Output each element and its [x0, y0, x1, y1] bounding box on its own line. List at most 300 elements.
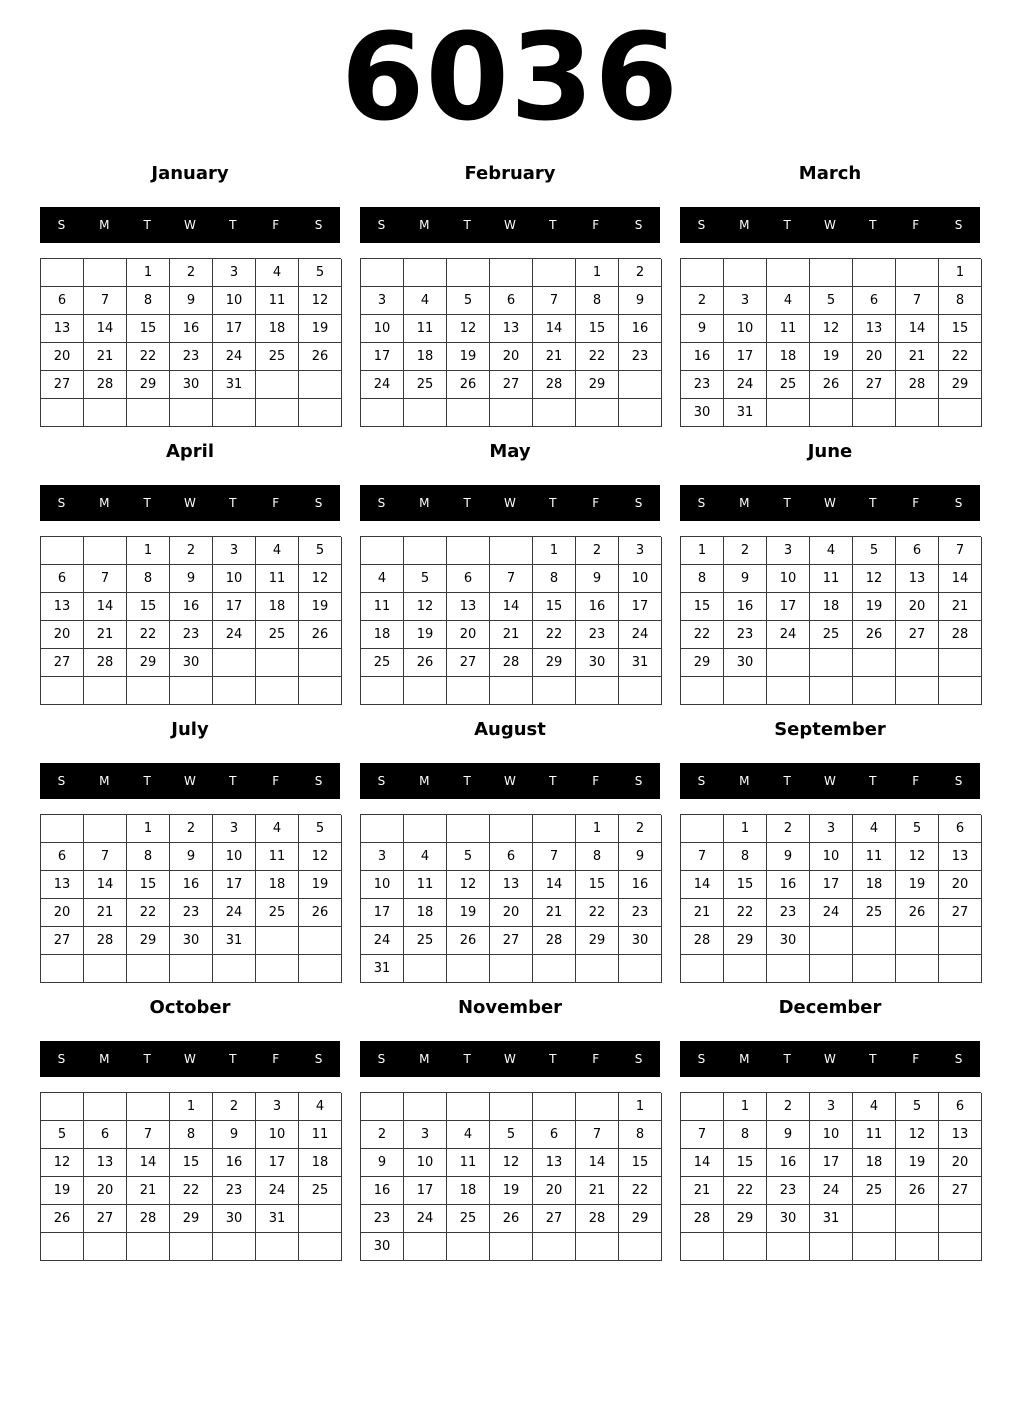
day-cell: 21: [84, 343, 127, 371]
weekday-header: [360, 763, 660, 799]
day-cell: 21: [490, 621, 533, 649]
empty-day-cell: [41, 1233, 84, 1261]
day-cell: 31: [619, 649, 662, 677]
day-cell: 28: [533, 927, 576, 955]
day-cell: 16: [619, 315, 662, 343]
weekday-label: S: [314, 1052, 323, 1066]
day-cell: 7: [939, 537, 982, 565]
weekday-label: W: [824, 774, 836, 788]
empty-day-cell: [447, 537, 490, 565]
empty-day-cell: [853, 649, 896, 677]
day-cell: 12: [404, 593, 447, 621]
empty-day-cell: [767, 259, 810, 287]
weekday-label: F: [592, 496, 600, 510]
month-name: February: [464, 163, 556, 184]
day-cell: 18: [256, 871, 299, 899]
day-cell: 30: [767, 927, 810, 955]
weekday-label: W: [184, 496, 196, 510]
day-cell: 6: [41, 565, 84, 593]
day-cell: 20: [939, 1149, 982, 1177]
empty-day-cell: [404, 955, 447, 983]
day-cell: 14: [84, 593, 127, 621]
day-cell: 22: [533, 621, 576, 649]
day-cell: 15: [681, 593, 724, 621]
weekday-label: T: [143, 1052, 151, 1066]
weekday-label: S: [697, 496, 706, 510]
day-cell: 3: [256, 1093, 299, 1121]
day-cell: 30: [170, 371, 213, 399]
day-cell: 29: [724, 1205, 767, 1233]
day-cell: 12: [41, 1149, 84, 1177]
day-cell: 29: [127, 927, 170, 955]
day-cell: 7: [127, 1121, 170, 1149]
weekday-label: M: [739, 496, 750, 510]
empty-day-cell: [213, 677, 256, 705]
day-cell: 1: [681, 537, 724, 565]
day-cell: 23: [724, 621, 767, 649]
day-cell: 4: [767, 287, 810, 315]
weekday-label: W: [504, 1052, 516, 1066]
empty-day-cell: [404, 259, 447, 287]
empty-day-cell: [681, 815, 724, 843]
day-cell: 3: [724, 287, 767, 315]
day-cell: 13: [41, 593, 84, 621]
empty-day-cell: [490, 955, 533, 983]
empty-day-cell: [299, 927, 342, 955]
empty-day-cell: [490, 537, 533, 565]
empty-day-cell: [299, 399, 342, 427]
empty-day-cell: [896, 259, 939, 287]
day-cell: 21: [127, 1177, 170, 1205]
day-cell: 16: [767, 871, 810, 899]
day-cell: 19: [41, 1177, 84, 1205]
empty-day-cell: [299, 1233, 342, 1261]
month-february: [360, 158, 660, 436]
empty-day-cell: [681, 677, 724, 705]
day-cell: 17: [810, 1149, 853, 1177]
empty-day-cell: [256, 649, 299, 677]
weekday-label: S: [634, 496, 643, 510]
day-cell: 30: [170, 927, 213, 955]
empty-day-cell: [810, 677, 853, 705]
day-cell: 15: [724, 1149, 767, 1177]
empty-day-cell: [619, 371, 662, 399]
day-cell: 11: [810, 565, 853, 593]
empty-day-cell: [84, 815, 127, 843]
day-cell: 20: [447, 621, 490, 649]
day-cell: 5: [41, 1121, 84, 1149]
day-cell: 17: [361, 343, 404, 371]
weekday-label: T: [869, 774, 877, 788]
day-cell: 3: [619, 537, 662, 565]
day-cell: 26: [41, 1205, 84, 1233]
day-cell: 8: [576, 287, 619, 315]
day-cell: 25: [256, 899, 299, 927]
weekday-label: S: [634, 218, 643, 232]
empty-day-cell: [41, 815, 84, 843]
empty-day-cell: [810, 1233, 853, 1261]
month-name: June: [807, 441, 853, 462]
day-cell: 24: [361, 927, 404, 955]
day-cell: 18: [256, 593, 299, 621]
day-cell: 9: [767, 1121, 810, 1149]
empty-day-cell: [576, 677, 619, 705]
weekday-label: S: [377, 774, 386, 788]
day-cell: 23: [619, 899, 662, 927]
day-cell: 24: [619, 621, 662, 649]
day-cell: 16: [361, 1177, 404, 1205]
day-cell: 6: [939, 1093, 982, 1121]
weekday-header: [360, 485, 660, 521]
day-cell: 11: [853, 1121, 896, 1149]
day-cell: 29: [576, 371, 619, 399]
month-name: July: [171, 719, 209, 740]
day-cell: 10: [810, 843, 853, 871]
day-cell: 12: [896, 843, 939, 871]
day-cell: 18: [853, 1149, 896, 1177]
weekday-label: F: [592, 774, 600, 788]
day-cell: 15: [619, 1149, 662, 1177]
empty-day-cell: [256, 371, 299, 399]
empty-day-cell: [533, 955, 576, 983]
empty-day-cell: [681, 259, 724, 287]
weekday-label: M: [419, 218, 430, 232]
day-cell: 11: [767, 315, 810, 343]
day-cell: 30: [724, 649, 767, 677]
day-cell: 20: [490, 899, 533, 927]
empty-day-cell: [533, 1233, 576, 1261]
day-cell: 12: [299, 565, 342, 593]
weekday-label: M: [739, 1052, 750, 1066]
day-cell: 17: [361, 899, 404, 927]
day-grid: [680, 814, 981, 983]
day-cell: 4: [810, 537, 853, 565]
day-cell: 15: [533, 593, 576, 621]
day-cell: 6: [41, 287, 84, 315]
weekday-label: S: [954, 774, 963, 788]
day-cell: 16: [681, 343, 724, 371]
day-cell: 27: [490, 927, 533, 955]
day-cell: 26: [299, 899, 342, 927]
day-cell: 20: [490, 343, 533, 371]
day-cell: 20: [853, 343, 896, 371]
day-cell: 24: [361, 371, 404, 399]
day-cell: 1: [127, 259, 170, 287]
weekday-label: M: [99, 218, 110, 232]
day-cell: 29: [533, 649, 576, 677]
weekday-label: S: [57, 1052, 66, 1066]
day-cell: 3: [810, 815, 853, 843]
day-cell: 22: [576, 899, 619, 927]
day-cell: 2: [361, 1121, 404, 1149]
day-cell: 2: [170, 259, 213, 287]
day-cell: 7: [681, 1121, 724, 1149]
day-cell: 16: [170, 871, 213, 899]
day-cell: 1: [170, 1093, 213, 1121]
day-cell: 7: [84, 287, 127, 315]
day-cell: 2: [724, 537, 767, 565]
empty-day-cell: [299, 677, 342, 705]
day-cell: 23: [619, 343, 662, 371]
day-cell: 8: [127, 287, 170, 315]
empty-day-cell: [404, 1093, 447, 1121]
empty-day-cell: [576, 1233, 619, 1261]
day-cell: 6: [533, 1121, 576, 1149]
empty-day-cell: [724, 259, 767, 287]
day-cell: 12: [896, 1121, 939, 1149]
empty-day-cell: [213, 649, 256, 677]
day-cell: 26: [299, 621, 342, 649]
day-cell: 25: [767, 371, 810, 399]
empty-day-cell: [853, 399, 896, 427]
day-cell: 3: [213, 815, 256, 843]
day-cell: 31: [724, 399, 767, 427]
empty-day-cell: [619, 399, 662, 427]
day-cell: 22: [681, 621, 724, 649]
empty-day-cell: [767, 677, 810, 705]
weekday-label: F: [912, 774, 920, 788]
weekday-label: M: [739, 218, 750, 232]
day-cell: 13: [533, 1149, 576, 1177]
day-cell: 16: [213, 1149, 256, 1177]
weekday-label: W: [824, 218, 836, 232]
day-cell: 19: [853, 593, 896, 621]
day-cell: 14: [84, 315, 127, 343]
empty-day-cell: [853, 1205, 896, 1233]
day-cell: 15: [724, 871, 767, 899]
empty-day-cell: [361, 677, 404, 705]
day-cell: 18: [810, 593, 853, 621]
day-cell: 8: [170, 1121, 213, 1149]
day-cell: 23: [767, 1177, 810, 1205]
day-cell: 24: [213, 621, 256, 649]
calendar-grid: [40, 158, 980, 1270]
day-cell: 29: [939, 371, 982, 399]
weekday-label: M: [419, 1052, 430, 1066]
day-cell: 17: [213, 871, 256, 899]
empty-day-cell: [533, 399, 576, 427]
day-cell: 27: [490, 371, 533, 399]
empty-day-cell: [939, 955, 982, 983]
day-grid: [360, 258, 661, 427]
empty-day-cell: [41, 259, 84, 287]
day-cell: 27: [853, 371, 896, 399]
day-cell: 27: [896, 621, 939, 649]
day-cell: 22: [127, 899, 170, 927]
weekday-label: F: [272, 1052, 280, 1066]
day-cell: 12: [810, 315, 853, 343]
weekday-label: T: [143, 496, 151, 510]
month-january: [40, 158, 340, 436]
empty-day-cell: [41, 677, 84, 705]
day-cell: 30: [213, 1205, 256, 1233]
day-cell: 20: [41, 343, 84, 371]
weekday-label: T: [869, 1052, 877, 1066]
day-cell: 5: [853, 537, 896, 565]
day-cell: 3: [810, 1093, 853, 1121]
day-cell: 18: [404, 343, 447, 371]
day-cell: 22: [127, 343, 170, 371]
weekday-label: T: [549, 774, 557, 788]
empty-day-cell: [853, 927, 896, 955]
empty-day-cell: [724, 1233, 767, 1261]
day-cell: 10: [213, 843, 256, 871]
empty-day-cell: [404, 399, 447, 427]
day-cell: 24: [767, 621, 810, 649]
empty-day-cell: [490, 677, 533, 705]
day-cell: 7: [533, 287, 576, 315]
day-cell: 1: [127, 815, 170, 843]
empty-day-cell: [170, 955, 213, 983]
empty-day-cell: [896, 399, 939, 427]
day-cell: 16: [724, 593, 767, 621]
empty-day-cell: [127, 677, 170, 705]
day-cell: 24: [810, 899, 853, 927]
day-cell: 3: [767, 537, 810, 565]
day-cell: 11: [404, 871, 447, 899]
empty-day-cell: [810, 955, 853, 983]
day-cell: 18: [256, 315, 299, 343]
day-cell: 2: [619, 815, 662, 843]
weekday-label: F: [272, 218, 280, 232]
weekday-label: F: [592, 1052, 600, 1066]
day-cell: 13: [447, 593, 490, 621]
weekday-label: F: [912, 1052, 920, 1066]
empty-day-cell: [447, 1233, 490, 1261]
day-cell: 9: [681, 315, 724, 343]
weekday-header: [40, 763, 340, 799]
day-cell: 8: [127, 565, 170, 593]
empty-day-cell: [810, 259, 853, 287]
day-cell: 8: [127, 843, 170, 871]
day-cell: 28: [681, 1205, 724, 1233]
day-cell: 9: [213, 1121, 256, 1149]
weekday-label: T: [143, 218, 151, 232]
day-cell: 22: [170, 1177, 213, 1205]
day-cell: 9: [576, 565, 619, 593]
day-cell: 14: [127, 1149, 170, 1177]
day-cell: 28: [576, 1205, 619, 1233]
weekday-label: T: [783, 774, 791, 788]
month-name: December: [778, 997, 882, 1018]
day-cell: 30: [767, 1205, 810, 1233]
day-cell: 21: [84, 621, 127, 649]
day-grid: [40, 814, 341, 983]
day-cell: 15: [127, 315, 170, 343]
weekday-label: T: [549, 496, 557, 510]
day-cell: 2: [213, 1093, 256, 1121]
empty-day-cell: [724, 955, 767, 983]
day-cell: 2: [170, 537, 213, 565]
day-cell: 11: [361, 593, 404, 621]
weekday-label: S: [634, 1052, 643, 1066]
day-cell: 23: [170, 343, 213, 371]
day-cell: 5: [404, 565, 447, 593]
weekday-label: F: [912, 218, 920, 232]
day-cell: 19: [447, 899, 490, 927]
month-name: October: [149, 997, 231, 1018]
empty-day-cell: [299, 1205, 342, 1233]
weekday-label: W: [504, 218, 516, 232]
empty-day-cell: [127, 399, 170, 427]
day-cell: 25: [447, 1205, 490, 1233]
day-cell: 15: [170, 1149, 213, 1177]
day-cell: 7: [576, 1121, 619, 1149]
month-september: [680, 714, 980, 992]
day-cell: 6: [447, 565, 490, 593]
empty-day-cell: [84, 1093, 127, 1121]
day-cell: 15: [576, 871, 619, 899]
weekday-label: S: [954, 218, 963, 232]
empty-day-cell: [41, 955, 84, 983]
day-cell: 2: [681, 287, 724, 315]
empty-day-cell: [896, 955, 939, 983]
day-cell: 15: [127, 871, 170, 899]
day-cell: 27: [41, 927, 84, 955]
day-cell: 1: [576, 259, 619, 287]
day-cell: 10: [810, 1121, 853, 1149]
day-cell: 17: [256, 1149, 299, 1177]
weekday-header: [40, 485, 340, 521]
weekday-label: T: [463, 1052, 471, 1066]
empty-day-cell: [533, 677, 576, 705]
day-cell: 12: [299, 287, 342, 315]
day-cell: 1: [619, 1093, 662, 1121]
day-cell: 7: [84, 843, 127, 871]
day-cell: 9: [619, 287, 662, 315]
day-cell: 10: [213, 565, 256, 593]
empty-day-cell: [576, 1093, 619, 1121]
weekday-label: S: [697, 774, 706, 788]
day-cell: 12: [490, 1149, 533, 1177]
day-cell: 19: [299, 593, 342, 621]
day-cell: 11: [447, 1149, 490, 1177]
day-cell: 26: [853, 621, 896, 649]
day-cell: 25: [256, 621, 299, 649]
day-cell: 20: [896, 593, 939, 621]
day-cell: 10: [767, 565, 810, 593]
day-cell: 24: [213, 343, 256, 371]
empty-day-cell: [170, 399, 213, 427]
day-cell: 5: [896, 1093, 939, 1121]
day-cell: 4: [447, 1121, 490, 1149]
day-cell: 23: [361, 1205, 404, 1233]
month-november: [360, 992, 660, 1270]
day-cell: 30: [361, 1233, 404, 1261]
day-grid: [40, 1092, 341, 1261]
day-cell: 29: [127, 649, 170, 677]
empty-day-cell: [170, 1233, 213, 1261]
month-name: August: [474, 719, 546, 740]
empty-day-cell: [576, 399, 619, 427]
weekday-label: W: [824, 496, 836, 510]
day-cell: 16: [170, 593, 213, 621]
empty-day-cell: [490, 1233, 533, 1261]
weekday-label: T: [783, 218, 791, 232]
day-cell: 31: [256, 1205, 299, 1233]
empty-day-cell: [299, 955, 342, 983]
day-cell: 30: [681, 399, 724, 427]
day-cell: 17: [213, 593, 256, 621]
day-cell: 10: [361, 315, 404, 343]
day-cell: 16: [170, 315, 213, 343]
day-cell: 29: [619, 1205, 662, 1233]
weekday-label: S: [954, 496, 963, 510]
day-cell: 20: [41, 621, 84, 649]
day-cell: 21: [681, 1177, 724, 1205]
empty-day-cell: [490, 399, 533, 427]
day-cell: 6: [84, 1121, 127, 1149]
